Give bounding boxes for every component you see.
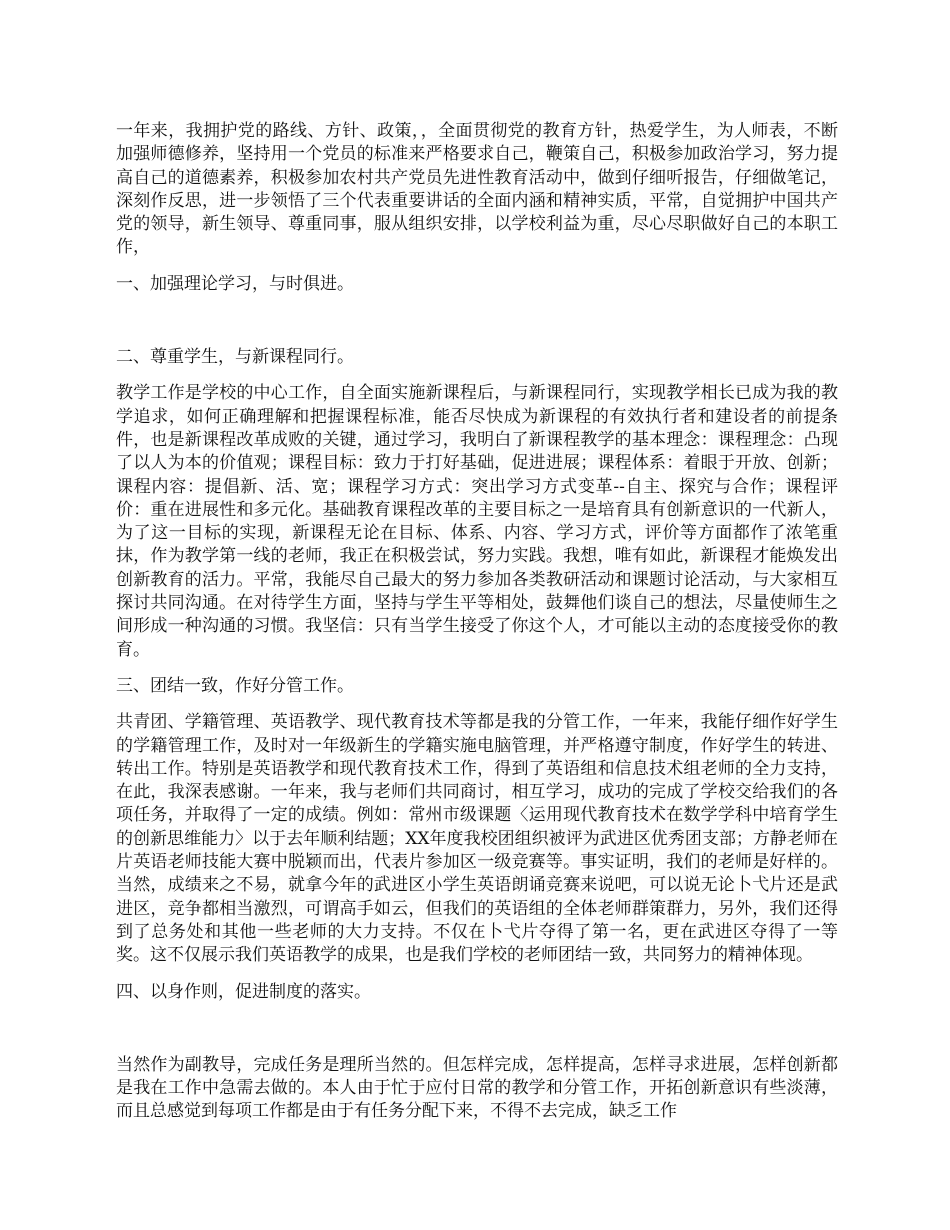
section-3-paragraph: 共青团、学籍管理、英语教学、现代教育技术等都是我的分管工作，一年来，我能仔细作好学生的学籍管理工作，及时对一年级新生的学籍实施电脑管理，并严格遵守制度，作好学生的转进、转出工作。特别是英语教学和现代教育技术工作，得到了英语组和信息技术组老师的全力支持，在此，我深表感谢。一年来，我与老师们共同商讨，相互学习，成功的完成了学校交给我们的各项任务，并取得了一定的成绩。例如：常州市级课题〈运用现代教育技术在数学学科中培育学生的创新思维能力〉以于去年顺利结题；XX年度我校团组织被评为武进区优秀团支部；方静老师在片英语老师技能大赛中脱颖而出，代表片参加区一级竞赛等。事实证明，我们的老师是好样的。当然，成绩来之不易，就拿今年的武进区小学生英语朗诵竞赛来说吧，可以说无论卜弋片还是武进区，竞争都相当激烈，可谓高手如云，但我们的英语组的全体老师群策群力，另外，我们还得到了总务处和其他一些老师的大力支持。不仅在卜弋片夺得了第一名，更在武进区夺得了一等奖。这不仅展示我们英语教学的成果，也是我们学校的老师团结一致，共同努力的精神体现。 [116,712,838,966]
section-2-paragraph: 教学工作是学校的中心工作，自全面实施新课程后，与新课程同行，实现教学相长已成为我的教学追求，如何正确理解和把握课程标准，能否尽快成为新课程的有效执行者和建设者的前提条件，也是新课程改革成败的关键，通过学习，我明白了新课程教学的基本理念：课程理念：凸现了以人为本的价值观；课程目标：致力于打好基础，促进进展；课程体系：着眼于开放、创新；课程内容：提倡新、活、宽；课程学习方式：突出学习方式变革--自主、探究与合作；课程评价：重在进展性和多元化。基础教育课程改革的主要目标之一是培育具有创新意识的一代新人，为了这一目标的实现，新课程无论在目标、体系、内容、学习方式，评价等方面都作了浓笔重抹，作为教学第一线的老师，我正在积极尝试，努力实践。我想，唯有如此，新课程才能焕发出创新教育的活力。平常，我能尽自己最大的努力参加各类教研活动和课题讨论活动，与大家相互探讨共同沟通。在对待学生方面，坚持与学生平等相处，鼓舞他们谈自己的想法，尽量使师生之间形成一种沟通的习惯。我坚信：只有当学生接受了你这个人，才可能以主动的态度接受你的教育。 [116,383,838,660]
document-page [116,120,838,1124]
section-heading-1: 一、加强理论学习，与时俱进。 [116,273,354,294]
section-heading-4: 四、以身作则，促进制度的落实。 [116,981,371,1002]
section-heading-2: 二、尊重学生，与新课程同行。 [116,347,354,368]
section-heading-3: 三、团结一致，作好分管工作。 [116,675,354,696]
section-4-paragraph: 当然作为副教导，完成任务是理所当然的。但怎样完成，怎样提高，怎样寻求进展，怎样创新都是我在工作中急需去做的。本人由于忙于应付日常的教学和分管工作，开拓创新意识有些淡薄，而且总感觉到每项工作都是由于有任务分配下来，不得不去完成，缺乏工作 [116,1054,838,1122]
intro-paragraph: 一年来，我拥护党的路线、方针、政策，，全面贯彻党的教育方针，热爱学生，为人师表，不断加强师德修养，坚持用一个党员的标准来严格要求自己，鞭策自己，积极参加政治学习，努力提高自己的道德素养，积极参加农村共产党员先进性教育活动中，做到仔细听报告，仔细做笔记，深刻作反思，进一步领悟了三个代表重要讲话的全面内涵和精神实质，平常，自觉拥护中国共产党的领导，新生领导、尊重同事，服从组织安排，以学校利益为重，尽心尽职做好自己的本职工作， [116,121,838,258]
